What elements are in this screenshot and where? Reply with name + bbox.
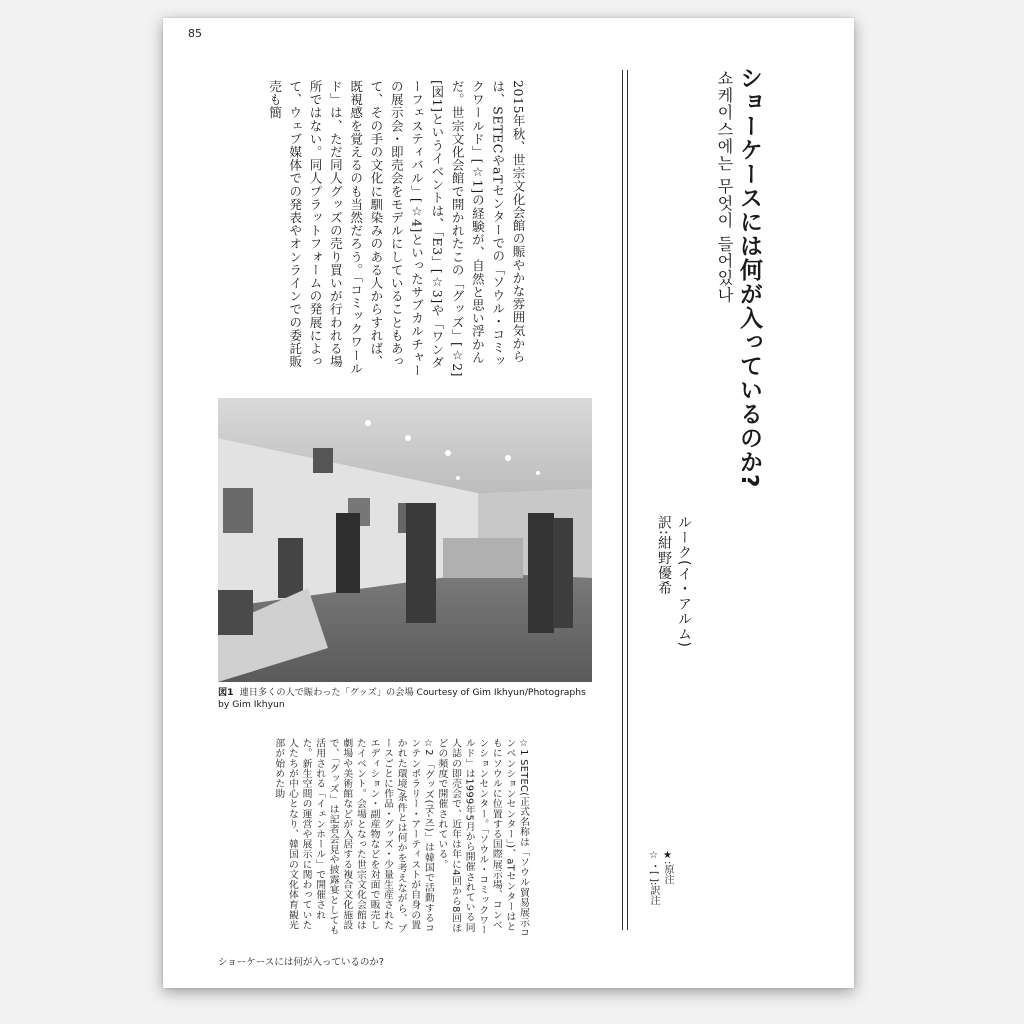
note-item: ☆2 「グッズ(굿-즈)」は韓国で活動するコンテンポラリー・アーティストが自身の置かれた環境/条件とは何かを考えながら、ブースごとに作品・グッズ・少量生産されたエディション・副産物などを対面で販売したイベント。会場となった世宗文化会館は劇場や美術館などが入居する複合文化施設で、「グッズ」は記者会見や披露宴としても活用される「イェンホール」で開催された。新生空間の運営や展示に関わっていた人たちが中心となり、韓国の文化体育観光部が始めた助 (273, 738, 434, 936)
running-footer: ショーケースには何が入っているのか? (218, 957, 384, 968)
author-name: ルーク(イ・アルム) (676, 515, 692, 648)
byline (654, 515, 694, 695)
page-number: 85 (188, 27, 202, 40)
article-subtitle-korean: 쇼케이스에는 무엇이 들어있나 (715, 70, 734, 304)
legend-original-note: ★:原注 (662, 850, 673, 885)
note-item: ☆1 SETEC(正式名称は「ソウル貿易展示コンベンションセンター」)、aTセンターはともにソウルに位置する国際展示場、コンベンションセンター。「ソウル・コミックワールド」は1999年5月から開催されている同人誌の即売会で、近年は年に4回から8回ほどの頻度で開催されている。 (436, 738, 529, 938)
divider-rule (622, 70, 623, 930)
figure-label: 図1 (218, 687, 234, 698)
article-title: ショーケースには何が入っているのか? (736, 66, 762, 489)
figure-caption (218, 687, 598, 711)
translator-notes (218, 738, 530, 938)
legend-translator-note: ☆・[ ]:訳注 (648, 850, 659, 906)
figure-caption-text: 連日多くの人で賑わった「グッズ」の会場 Courtesy of Gim Ikhyun/Photographs by Gim Ikhyun (218, 687, 586, 710)
translator-name: 訳:紺野優希 (656, 515, 672, 596)
divider-rule (627, 70, 628, 930)
event-photo (218, 398, 592, 682)
note-legend (646, 850, 674, 940)
body-text: 2015年秋、世宗文化会館の賑やかな雰囲気からは、SETECやaTセンターでの「ソウル・コミックワールド」[☆1]の経験が、自然と思い浮かんだ。世宗文化会館で開かれたこの「グッズ」[☆2][図1]というイベントは、「E3」[☆3]や「ワンダーフェスティバル」[☆4]といったサブカルチャーの展示会・即売会をモデルにしていることもあって、その手の文化に馴染みのある人からすれば、既視感を覚えるのも当然だろう。「コミックワールド」は、ただ同人グッズの売り買いが行われる場所ではない。同人プラットフォームの発展によって、ウェブ媒体での発表やオンラインでの委託販売も簡 (267, 80, 526, 378)
exhibition-hall-image (218, 398, 592, 682)
